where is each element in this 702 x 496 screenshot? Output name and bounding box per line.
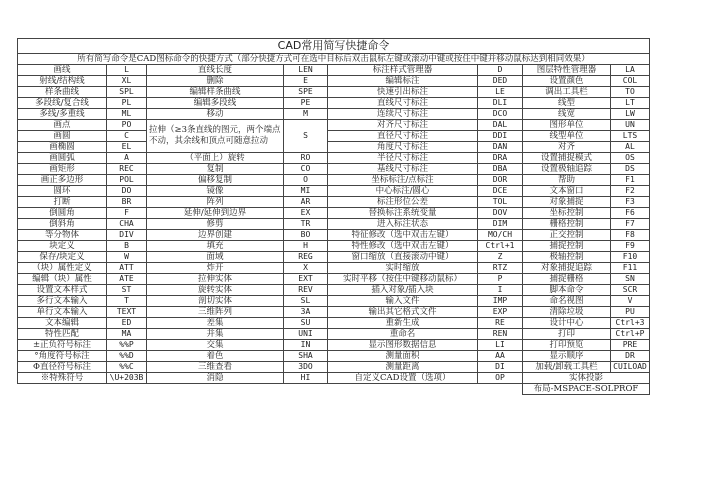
command-shortcut: UN [611,120,650,131]
table-row [18,153,650,164]
command-name: 线型 [523,98,611,109]
command-shortcut: REV [284,285,328,296]
command-name: 画圆弧 [18,153,107,164]
command-shortcut: DO [107,186,147,197]
command-shortcut: C [107,131,147,142]
command-name: 编辑样条曲线 [147,87,284,98]
command-shortcut: F3 [611,197,650,208]
command-shortcut: F8 [611,230,650,241]
command-name: 修剪 [147,219,284,230]
command-name: 三维阵列 [147,307,284,318]
command-shortcut: IMP [478,296,523,307]
sheet-title: CAD常用简写快捷命令 [18,39,650,54]
command-shortcut: SPL [107,87,147,98]
command-shortcut: DCO [478,109,523,120]
command-shortcut: DIM [478,219,523,230]
command-name: Φ直径符号标注 [18,362,107,373]
command-name: 直线尺寸标注 [328,98,478,109]
command-shortcut: AL [611,142,650,153]
command-shortcut: OP [478,373,523,384]
command-name: 角度尺寸标注 [328,142,478,153]
command-name: 画点 [18,120,107,131]
command-name: 对齐尺寸标注 [328,120,478,131]
command-name: 等分物体 [18,230,107,241]
command-shortcut: %%C [107,362,147,373]
command-shortcut: LTS [611,131,650,142]
command-shortcut: Ctrl+1 [478,241,523,252]
command-shortcut: A [107,153,147,164]
command-name: 拉伸实体 [147,274,284,285]
command-shortcut: DRA [478,153,523,164]
empty-cell [18,384,107,395]
command-name: 线型单位 [523,131,611,142]
command-shortcut: LI [478,340,523,351]
command-name: 设置极轴追踪 [523,164,611,175]
command-name: 画线 [18,65,107,76]
table-row [18,285,650,296]
command-name: 保存/块定义 [18,252,107,263]
command-shortcut: DR [611,351,650,362]
command-shortcut: %%D [107,351,147,362]
command-name: 着色 [147,351,284,362]
command-name: 边界创建 [147,230,284,241]
command-name: 画矩形 [18,164,107,175]
table-row [18,329,650,340]
command-shortcut: X [284,263,328,274]
command-shortcut: T [107,296,147,307]
command-name: 插入对象/插入块 [328,285,478,296]
command-shortcut: PU [611,307,650,318]
command-name: 炸开 [147,263,284,274]
command-name: 窗口缩放（直接滚动中键） [328,252,478,263]
command-shortcut: F7 [611,219,650,230]
command-name: 打断 [18,197,107,208]
table-row [18,252,650,263]
command-name: 图形单位 [523,120,611,131]
table-row [18,241,650,252]
table-row [18,131,650,142]
command-name: 画圆 [18,131,107,142]
command-name: 半径尺寸标注 [328,153,478,164]
command-shortcut: RO [284,153,328,164]
command-name: 连续尺寸标注 [328,109,478,120]
empty-cell [328,384,478,395]
command-name: 布局-MSPACE-SOLPROF [523,384,650,395]
command-name: 删除 [147,76,284,87]
command-shortcut: E [284,76,328,87]
command-name: 偏移复制 [147,175,284,186]
command-name: 对象捕捉追踪 [523,263,611,274]
command-shortcut: EXT [284,274,328,285]
command-shortcut: V [611,296,650,307]
command-name: 旋转实体 [147,285,284,296]
command-shortcut: REN [478,329,523,340]
command-name: 输出其它格式文件 [328,307,478,318]
command-shortcut: HI [284,373,328,384]
table-row [18,142,650,153]
empty-cell [147,384,284,395]
shortcut-table [17,38,650,395]
command-name: 设置颜色 [523,76,611,87]
command-shortcut: %%P [107,340,147,351]
command-shortcut: PL [107,98,147,109]
command-shortcut: F2 [611,186,650,197]
command-name: 消隐 [147,373,284,384]
command-name: 重新生成 [328,318,478,329]
command-name: 填充 [147,241,284,252]
command-shortcut: POL [107,175,147,186]
command-name: °角度符号标注 [18,351,107,362]
command-shortcut: L [107,65,147,76]
command-name: 替换标注系统变量 [328,208,478,219]
command-shortcut: S [284,120,328,153]
command-name: 画椭圆 [18,142,107,153]
command-name: 样条曲线 [18,87,107,98]
command-shortcut: MA [107,329,147,340]
command-name: 进入标注状态 [328,219,478,230]
table-row [18,296,650,307]
table-row [18,186,650,197]
table-row [18,263,650,274]
command-shortcut: PO [107,120,147,131]
command-name: ±正负符号标注 [18,340,107,351]
command-name: 正交控制 [523,230,611,241]
command-shortcut: B [107,241,147,252]
table-row [18,373,650,384]
command-name: 脚本命令 [523,285,611,296]
command-shortcut: ATE [107,274,147,285]
command-shortcut: F6 [611,208,650,219]
command-shortcut: LW [611,109,650,120]
table-row [18,197,650,208]
command-shortcut: Z [478,252,523,263]
command-name: 帮助 [523,175,611,186]
command-shortcut: LEN [284,65,328,76]
table-row [18,87,650,98]
command-shortcut: F9 [611,241,650,252]
command-shortcut: 3DO [284,362,328,373]
command-shortcut: DAN [478,142,523,153]
command-name: 标注样式管理器 [328,65,478,76]
command-shortcut: O [284,175,328,186]
command-name: 清除垃圾 [523,307,611,318]
command-name: 测量距离 [328,362,478,373]
command-name: 剖切实体 [147,296,284,307]
usage-note: 所有简写命令是CAD图标命令的快捷方式（部分快捷方式可在选中目标后双击鼠标左键或滚动中键或按住中键并移动鼠标达到相同效果） [18,54,650,65]
command-name: 捕捉控制 [523,241,611,252]
table-row [18,384,650,395]
command-shortcut: F10 [611,252,650,263]
command-name: 标注形位公差 [328,197,478,208]
table-row [18,120,650,131]
command-shortcut: CHA [107,219,147,230]
command-name: 射线/结构线 [18,76,107,87]
command-shortcut: LA [611,65,650,76]
command-shortcut: SHA [284,351,328,362]
command-name: 设置捕捉模式 [523,153,611,164]
command-shortcut: UNI [284,329,328,340]
command-shortcut: F [107,208,147,219]
command-name: 基线尺寸标注 [328,164,478,175]
command-shortcut: COL [611,76,650,87]
table-row [18,340,650,351]
command-name: 文本编辑 [18,318,107,329]
command-name: 对象捕捉 [523,197,611,208]
command-name: 实时平移（按住中键移动鼠标） [328,274,478,285]
command-shortcut: SU [284,318,328,329]
command-shortcut: AR [284,197,328,208]
command-shortcut: SL [284,296,328,307]
command-shortcut: SN [611,274,650,285]
command-name: 测量面积 [328,351,478,362]
command-shortcut: TOL [478,197,523,208]
command-shortcut: DBA [478,164,523,175]
command-name: 中心标注/圆心 [328,186,478,197]
command-name: 面域 [147,252,284,263]
command-name: 三维查看 [147,362,284,373]
table-row [18,109,650,120]
command-name: 特性修改（选中双击左键） [328,241,478,252]
command-shortcut: DAL [478,120,523,131]
command-shortcut: ML [107,109,147,120]
command-shortcut: TEXT [107,307,147,318]
command-shortcut: XL [107,76,147,87]
command-name: 打印 [523,329,611,340]
command-name: 设置文本样式 [18,285,107,296]
command-name: 显示图形数据信息 [328,340,478,351]
command-shortcut: LE [478,87,523,98]
command-shortcut: P [478,274,523,285]
command-shortcut: BO [284,230,328,241]
command-shortcut: DDI [478,131,523,142]
command-shortcut: DED [478,76,523,87]
command-name: 输入文件 [328,296,478,307]
command-shortcut: SPE [284,87,328,98]
command-name: 编辑标注 [328,76,478,87]
command-shortcut: I [478,285,523,296]
command-name: 复制 [147,164,284,175]
command-name: 捕捉栅格 [523,274,611,285]
command-shortcut: F11 [611,263,650,274]
command-name: 编辑多段线 [147,98,284,109]
command-shortcut: PE [284,98,328,109]
command-name: （块）属性定义 [18,263,107,274]
table-row [18,98,650,109]
command-shortcut: TO [611,87,650,98]
command-shortcut: OS [611,153,650,164]
command-shortcut: DOV [478,208,523,219]
command-shortcut: TR [284,219,328,230]
command-name: 倒斜角 [18,219,107,230]
command-name: 实体投影 [523,373,650,384]
command-name: 对齐 [523,142,611,153]
command-shortcut: RTZ [478,263,523,274]
command-name: 圆环 [18,186,107,197]
command-name: 延伸/延伸到边界 [147,208,284,219]
command-shortcut: 3A [284,307,328,318]
command-shortcut: CO [284,164,328,175]
table-row [18,362,650,373]
command-name: 快速引出标注 [328,87,478,98]
table-row [18,219,650,230]
table-row [18,164,650,175]
command-shortcut: EXP [478,307,523,318]
command-name: 命名视图 [523,296,611,307]
command-name: 并集 [147,329,284,340]
command-name: 移动 [147,109,284,120]
command-shortcut: DOR [478,175,523,186]
command-shortcut: H [284,241,328,252]
command-name: 重命名 [328,329,478,340]
command-shortcut: BR [107,197,147,208]
table-row [18,318,650,329]
command-shortcut: ED [107,318,147,329]
command-name: 特征修改（选中双击左键） [328,230,478,241]
command-name: 打印预览 [523,340,611,351]
command-shortcut: REC [107,164,147,175]
command-shortcut: EL [107,142,147,153]
command-name: 直径尺寸标注 [328,131,478,142]
command-shortcut: CUILOAD [611,362,650,373]
command-shortcut: Ctrl+3 [611,318,650,329]
command-name: 多段线/复合线 [18,98,107,109]
table-row [18,274,650,285]
table-row [18,230,650,241]
command-name: 图层特性管理器 [523,65,611,76]
command-name: 直线长度 [147,65,284,76]
command-name: 拉伸（≥3条直线的图元，两个端点不动，其余线和顶点可随意拉动 [147,120,284,153]
table-row [18,307,650,318]
command-shortcut: LT [611,98,650,109]
command-name: ※特殊符号 [18,373,107,384]
command-name: 线宽 [523,109,611,120]
command-name: 块定义 [18,241,107,252]
command-shortcut: ATT [107,263,147,274]
command-shortcut: IN [284,340,328,351]
command-name: 特性匹配 [18,329,107,340]
command-shortcut: DIV [107,230,147,241]
empty-cell [478,384,523,395]
command-shortcut: PRE [611,340,650,351]
command-shortcut: D [478,65,523,76]
command-shortcut: REG [284,252,328,263]
command-name: 栅格控制 [523,219,611,230]
command-name: 调出工具栏 [523,87,611,98]
command-name: 极轴控制 [523,252,611,263]
command-shortcut: SCR [611,285,650,296]
command-name: 镜像 [147,186,284,197]
command-name: （平面上）旋转 [147,153,284,164]
command-name: 画正多边形 [18,175,107,186]
command-shortcut: Ctrl+P [611,329,650,340]
command-name: 阵列 [147,197,284,208]
command-shortcut: EX [284,208,328,219]
command-shortcut: DS [611,164,650,175]
command-shortcut: DLI [478,98,523,109]
command-shortcut: MO/CH [478,230,523,241]
command-name: 坐标标注/点标注 [328,175,478,186]
command-name: 多行文本输入 [18,296,107,307]
command-name: 显示顺序 [523,351,611,362]
empty-cell [107,384,147,395]
table-row [18,175,650,186]
command-name: 自定义CAD设置（选项） [328,373,478,384]
command-name: 文本窗口 [523,186,611,197]
table-row [18,76,650,87]
command-name: 交集 [147,340,284,351]
command-shortcut: MI [284,186,328,197]
table-row [18,208,650,219]
command-name: 单行文本输入 [18,307,107,318]
table-row [18,351,650,362]
table-row [18,65,650,76]
command-shortcut: M [284,109,328,120]
command-shortcut: \U+203B [107,373,147,384]
command-name: 实时缩放 [328,263,478,274]
command-shortcut: AA [478,351,523,362]
command-shortcut: ST [107,285,147,296]
command-name: 设计中心 [523,318,611,329]
command-name: 坐标控制 [523,208,611,219]
command-name: 多线/多重线 [18,109,107,120]
command-name: 差集 [147,318,284,329]
command-name: 倒圆角 [18,208,107,219]
command-shortcut: W [107,252,147,263]
command-shortcut: F1 [611,175,650,186]
empty-cell [284,384,328,395]
command-name: 编辑（块）属性 [18,274,107,285]
command-shortcut: RE [478,318,523,329]
command-shortcut: DI [478,362,523,373]
command-shortcut: DCE [478,186,523,197]
command-name: 加载/卸载工具栏 [523,362,611,373]
